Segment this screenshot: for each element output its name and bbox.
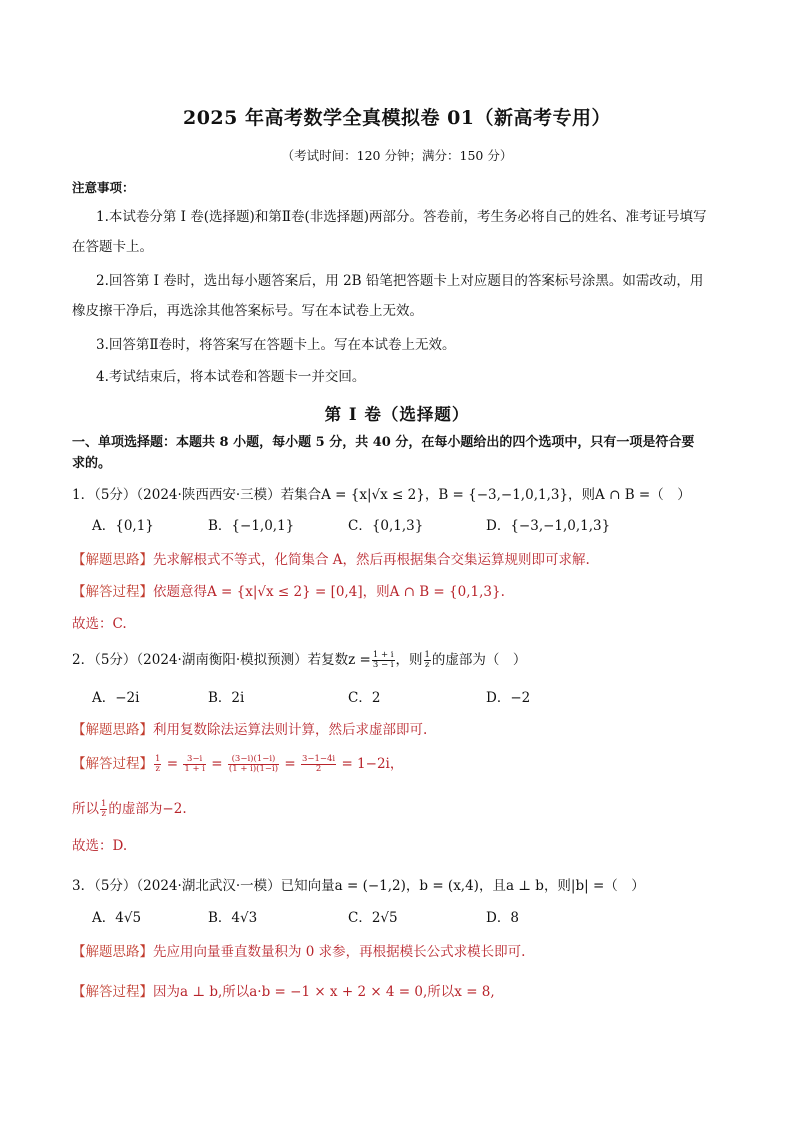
question-2-process: 【解答过程】 $\frac{1}{z}$ = $\frac{3-i}{1 + i}$ = $\frac{(3-i)(1-i)}{(1 + i)(1-i)}$ = $\frac{3-1-4i}{2}$ = 1−2i， bbox=[72, 754, 404, 774]
question-2-mid: ，则 bbox=[395, 652, 423, 668]
process-line-2-prefix: 所以 bbox=[72, 801, 99, 817]
question-1-stem bbox=[72, 483, 691, 503]
question-1-suffix: ，则A ∩ B =（ ） bbox=[568, 487, 691, 503]
fraction-denominator: z bbox=[101, 809, 106, 819]
process-line-2-fraction bbox=[100, 800, 107, 819]
fraction-numerator: 1 + i bbox=[372, 650, 394, 660]
question-2-option-b: B．2i bbox=[208, 690, 245, 706]
question-3-stem bbox=[72, 874, 645, 894]
process-line-2-suffix: 的虚部为−2. bbox=[108, 801, 187, 817]
process-fraction-1 bbox=[154, 755, 161, 774]
question-1-idea-text: 先求解根式不等式，化简集合 A，然后再根据集合交集运算规则即可求解. bbox=[153, 552, 590, 568]
question-1-option-c: C．{0,1,3} bbox=[348, 518, 424, 534]
process-fraction-4 bbox=[301, 755, 336, 774]
fraction-denominator: 1 + i bbox=[184, 764, 205, 774]
question-1-option-a: A．{0,1} bbox=[92, 518, 154, 534]
question-1-option-d: D．{−3,−1,0,1,3} bbox=[486, 518, 611, 534]
fraction-denominator: 2 bbox=[315, 764, 322, 774]
question-3-prefix: 3．（5分）（2024·湖北武汉·一模）已知向量 bbox=[72, 878, 335, 894]
question-3-process bbox=[72, 980, 495, 1000]
question-2-z-fraction bbox=[372, 651, 395, 670]
question-2-stem bbox=[72, 648, 526, 670]
question-1-idea bbox=[72, 548, 590, 568]
question-1-answer: 故选：C. bbox=[72, 616, 127, 632]
question-3-option-a: A．4√5 bbox=[92, 910, 142, 926]
process-label: 【解答过程】 bbox=[72, 584, 153, 600]
fraction-denominator: (1 + i)(1−i) bbox=[228, 764, 279, 774]
notice-heading: 注意事项： bbox=[72, 180, 135, 195]
question-1-set-b: B = {−3,−1,0,1,3} bbox=[438, 487, 569, 503]
question-1-process bbox=[72, 580, 505, 600]
idea-label: 【解题思路】 bbox=[72, 552, 153, 568]
exam-info: （考试时间：120 分钟；满分：150 分） bbox=[281, 148, 513, 163]
question-2-process-line-2 bbox=[72, 797, 187, 819]
process-label: 【解答过程】 bbox=[72, 984, 153, 1000]
question-2-inverse-fraction bbox=[424, 651, 431, 670]
fraction-denominator: 3 − i bbox=[372, 660, 394, 670]
question-3-process-text: 因为a ⊥ b,所以a·b = −1 × x + 2 × 4 = 0,所以x = 8, bbox=[153, 984, 495, 1000]
fraction-denominator: z bbox=[155, 764, 160, 774]
fraction-numerator: 1 bbox=[424, 650, 430, 660]
idea-label: 【解题思路】 bbox=[72, 722, 153, 738]
fraction-numerator: 1 bbox=[101, 799, 107, 809]
question-3-idea-text: 先应用向量垂直数量积为 0 求参，再根据模长公式求模长即可. bbox=[153, 944, 526, 960]
question-2-idea-text: 利用复数除法运算法则计算，然后求虚部即可. bbox=[153, 722, 428, 738]
question-1-set-a: A = {x|√x ≤ 2} bbox=[321, 487, 425, 503]
notice-item-3: 3.回答第Ⅱ卷时，将答案写在答题卡上。写在本试卷上无效。 bbox=[96, 337, 456, 353]
question-2-option-a: A．−2i bbox=[92, 690, 140, 706]
notice-item-4: 4.考试结束后，将本试卷和答题卡一并交回。 bbox=[96, 369, 366, 385]
page-title: 2025 年高考数学全真模拟卷 01（新高考专用） bbox=[182, 107, 612, 129]
question-3-vector-a: a = (−1,2)， bbox=[334, 878, 420, 894]
question-3-option-b: B．4√3 bbox=[208, 910, 258, 926]
notice-item-1-line-1: 1.本试卷分第 I 卷(选择题)和第Ⅱ卷(非选择题)两部分。答卷前，考生务必将自己的姓名、准考证号填写 bbox=[96, 209, 707, 225]
section-instruction-line-1: 一、单项选择题：本题共 8 小题，每小题 5 分，共 40 分，在每小题给出的四个选项中，只有一项是符合要 bbox=[72, 435, 695, 450]
question-3-idea bbox=[72, 940, 525, 960]
question-2-option-d: D．−2 bbox=[486, 690, 531, 706]
section-title: 第 I 卷（选择题） bbox=[324, 405, 470, 424]
fraction-numerator: 3−1−4i bbox=[301, 754, 336, 764]
question-1-option-b: B．{−1,0,1} bbox=[208, 518, 295, 534]
question-3-perpendicular: a ⊥ b，则|b| =（ ） bbox=[505, 878, 645, 894]
question-1-separator: ， bbox=[424, 487, 439, 503]
idea-label: 【解题思路】 bbox=[72, 944, 153, 960]
question-1-prefix: 1．（5分）（2024·陕西西安·三模）若集合 bbox=[72, 487, 322, 503]
fraction-numerator: 1 bbox=[155, 754, 161, 764]
fraction-numerator: 3−i bbox=[183, 755, 206, 765]
process-fraction-2 bbox=[183, 755, 206, 774]
question-1-process-text: 依题意得A = {x|√x ≤ 2} = [0,4]，则A ∩ B = {0,1,3}. bbox=[153, 584, 505, 600]
question-2-prefix: 2．（5分）（2024·湖南衡阳·模拟预测）若复数z = bbox=[72, 652, 371, 668]
notice-item-1-line-2: 在答题卡上。 bbox=[72, 239, 153, 255]
question-3-option-c: C．2√5 bbox=[348, 910, 398, 926]
notice-item-2-line-2: 橡皮擦干净后，再选涂其他答案标号。写在本试卷上无效。 bbox=[72, 303, 423, 319]
question-3-option-d: D．8 bbox=[486, 910, 519, 926]
question-3-vector-b: b = (x,4)，且 bbox=[419, 878, 506, 894]
fraction-numerator: (3−i)(1−i) bbox=[228, 755, 279, 765]
fraction-denominator: z bbox=[424, 660, 430, 670]
question-2-idea bbox=[72, 718, 427, 738]
process-label: 【解答过程】 bbox=[72, 756, 153, 772]
section-instruction-line-2: 求的。 bbox=[72, 456, 112, 471]
process-result: = 1−2i， bbox=[341, 756, 404, 772]
question-2-suffix: 的虚部为（ ） bbox=[431, 652, 527, 668]
process-fraction-3 bbox=[228, 755, 279, 774]
notice-item-2-line-1: 2.回答第 I 卷时，选出每小题答案后，用 2B 铅笔把答题卡上对应题目的答案标号涂黑。如需改动，用 bbox=[96, 273, 704, 289]
question-2-option-c: C．2 bbox=[348, 690, 381, 706]
question-2-answer: 故选：D. bbox=[72, 838, 128, 854]
